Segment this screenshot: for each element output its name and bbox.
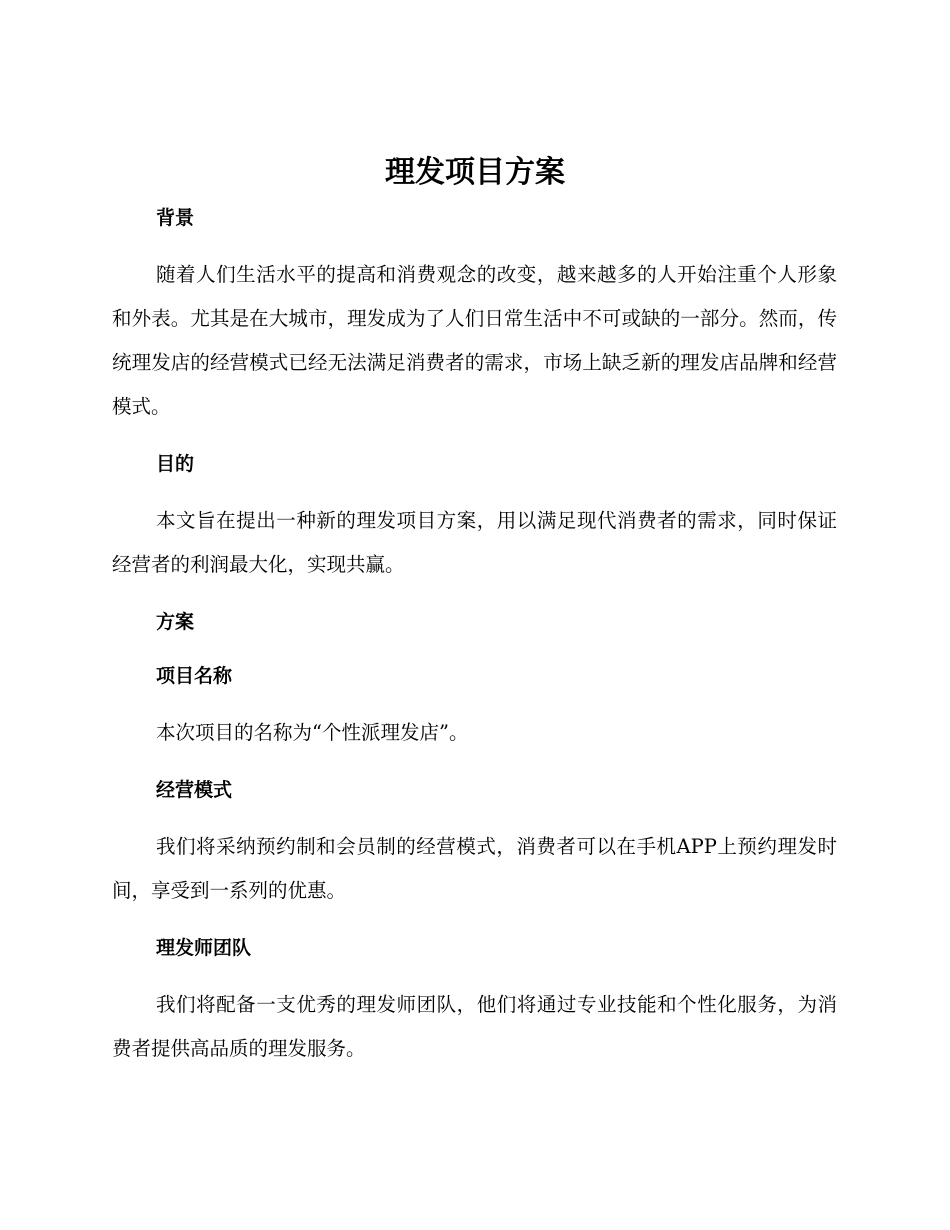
section-heading-project-name: 项目名称 [156,665,233,687]
section-paragraph-background: 随着人们生活水平的提高和消费观念的改变，越来越多的人开始注重个人形象和外表。尤其是在大城市，理发成为了人们日常生活中不可或缺的一部分。然而，传统理发店的经营模式已经无法满足消费者的需求，市场上缺乏新的理发店品牌和经营模式。 [112,263,837,418]
section-heading-purpose: 目的 [156,453,195,475]
section-paragraph-stylist-team: 我们将配备一支优秀的理发师团队，他们将通过专业技能和个性化服务，为消费者提供高品质的理发服务。 [112,993,837,1060]
section-paragraph-purpose: 本文旨在提出一种新的理发项目方案，用以满足现代消费者的需求，同时保证经营者的利润最大化，实现共赢。 [112,509,837,576]
section-heading-background: 背景 [156,207,195,229]
section-paragraph-project-name: 本次项目的名称为“个性派理发店”。 [156,721,469,744]
document-title: 理发项目方案 [385,155,565,190]
section-heading-business-model: 经营模式 [156,779,233,801]
section-heading-stylist-team: 理发师团队 [156,937,252,959]
section-heading-plan: 方案 [156,611,195,633]
section-paragraph-business-model: 我们将采纳预约制和会员制的经营模式，消费者可以在手机APP上预约理发时间，享受到一系列的优惠。 [112,835,837,902]
document-body [112,198,837,1071]
